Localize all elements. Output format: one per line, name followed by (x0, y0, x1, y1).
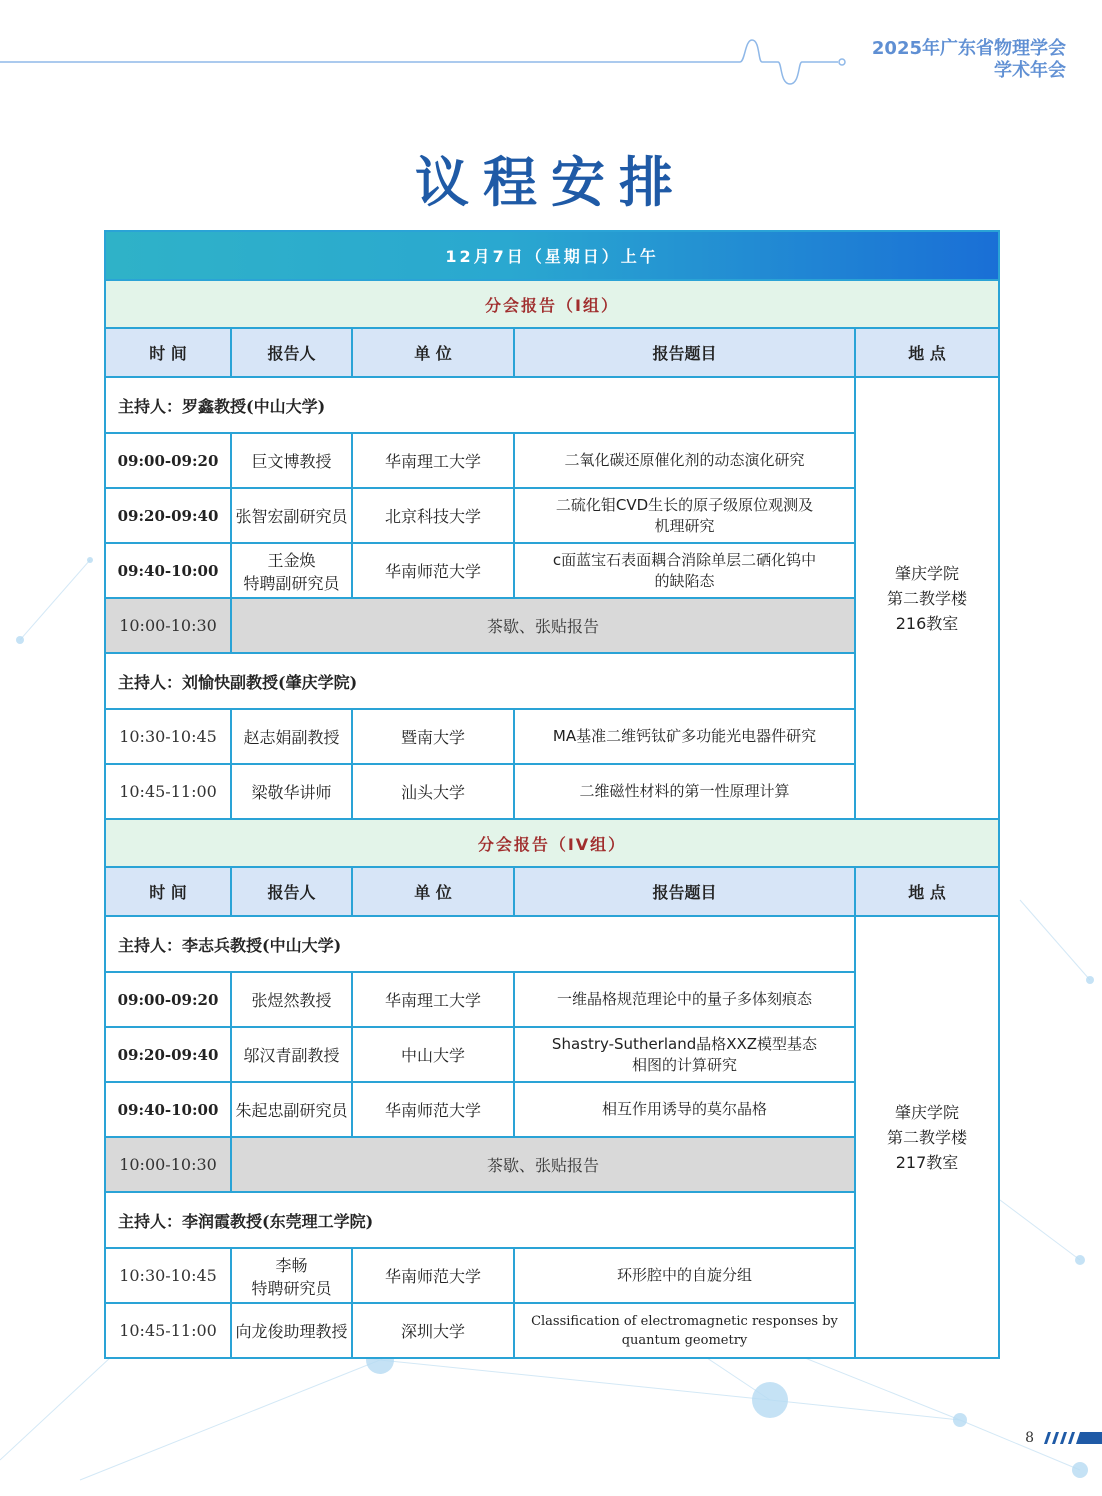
speaker-line: 向龙俊助理教授 (235, 1322, 348, 1341)
speaker-line: 李畅 (275, 1255, 308, 1275)
speaker-line: 赵志娟副教授 (243, 728, 340, 747)
talk-time: 10:45-11:00 (105, 764, 231, 819)
venue-line: 第二教学楼 (887, 588, 968, 608)
topic-line: 的缺陷态 (654, 571, 715, 590)
talk-speaker (231, 1027, 352, 1082)
talk-speaker (231, 488, 352, 543)
venue-cell (855, 377, 999, 819)
talk-topic (514, 764, 855, 819)
host-row (105, 377, 999, 433)
session-title: 分会报告（IV组） (105, 819, 999, 867)
talk-speaker (231, 764, 352, 819)
session-title-row (105, 819, 999, 867)
venue-line: 216教室 (895, 613, 959, 633)
topic-line: quantum geometry (621, 1332, 748, 1348)
talk-speaker (231, 1082, 352, 1137)
talk-topic (514, 709, 855, 764)
column-header-row (105, 328, 999, 377)
talk-speaker (231, 972, 352, 1027)
talk-unit: 华南师范大学 (352, 1082, 514, 1137)
agenda-table (104, 230, 1000, 1359)
talk-speaker (231, 1248, 352, 1303)
host-row (105, 916, 999, 972)
topic-line: 相互作用诱导的莫尔晶格 (601, 1100, 767, 1118)
talk-topic (514, 543, 855, 598)
host-label: 主持人：李志兵教授(中山大学) (105, 916, 855, 972)
header-topic: 报告题目 (514, 867, 855, 916)
conference-brand (872, 38, 1066, 82)
page-stripes-decoration (1038, 1432, 1102, 1444)
talk-unit: 暨南大学 (352, 709, 514, 764)
topic-line: Shastry-Sutherland晶格XXZ模型基态 (551, 1034, 818, 1053)
header-time: 时 间 (105, 328, 231, 377)
topic-line: 相图的计算研究 (631, 1055, 737, 1074)
page-number: 8 (1025, 1430, 1034, 1446)
day-header-row (105, 231, 999, 280)
venue-line: 肇庆学院 (895, 1102, 960, 1122)
talk-speaker (231, 709, 352, 764)
talk-time: 09:20-09:40 (105, 488, 231, 543)
talk-time: 10:30-10:45 (105, 1248, 231, 1303)
venue-line: 第二教学楼 (887, 1127, 968, 1147)
page-title: 议程安排 (415, 151, 687, 214)
speaker-line: 王金焕 (267, 550, 316, 570)
topic-line: 二硫化钼CVD生长的原子级原位观测及 (555, 495, 814, 514)
speaker-line: 特聘研究员 (251, 1278, 332, 1298)
talk-topic (514, 972, 855, 1027)
speaker-line: 梁敬华讲师 (251, 783, 332, 802)
talk-time: 10:45-11:00 (105, 1303, 231, 1358)
column-header-row (105, 867, 999, 916)
talk-speaker (231, 1303, 352, 1358)
speaker-line: 特聘副研究员 (243, 573, 340, 593)
topic-line: Classification of electromagnetic responses by (531, 1313, 838, 1329)
topic-line: 环形腔中的自旋分组 (616, 1266, 752, 1284)
header-speaker: 报告人 (231, 328, 352, 377)
break-time: 10:00-10:30 (105, 598, 231, 653)
host-label: 主持人：罗鑫教授(中山大学) (105, 377, 855, 433)
talk-unit: 华南理工大学 (352, 433, 514, 488)
session-title-row (105, 280, 999, 328)
break-time: 10:00-10:30 (105, 1137, 231, 1192)
header-speaker: 报告人 (231, 867, 352, 916)
talk-unit: 深圳大学 (352, 1303, 514, 1358)
talk-topic (514, 1082, 855, 1137)
talk-time: 10:30-10:45 (105, 709, 231, 764)
header-venue: 地 点 (855, 867, 999, 916)
talk-speaker (231, 433, 352, 488)
speaker-line: 张煜然教授 (251, 991, 332, 1010)
day-header: 12月7日（星期日）上午 (105, 231, 999, 280)
speaker-line: 朱起忠副研究员 (235, 1101, 348, 1120)
speaker-line: 张智宏副研究员 (235, 507, 348, 526)
header-topic: 报告题目 (514, 328, 855, 377)
talk-unit: 北京科技大学 (352, 488, 514, 543)
talk-speaker (231, 543, 352, 598)
talk-time: 09:00-09:20 (105, 972, 231, 1027)
speaker-line: 巨文博教授 (251, 452, 332, 471)
header-wave-line (0, 20, 860, 90)
talk-topic (514, 1248, 855, 1303)
talk-time: 09:40-10:00 (105, 1082, 231, 1137)
brand-line-1: 2025年广东省物理学会 (871, 38, 1066, 59)
header-time: 时 间 (105, 867, 231, 916)
talk-unit: 中山大学 (352, 1027, 514, 1082)
venue-line: 肇庆学院 (895, 563, 960, 583)
topic-line: MA基准二维钙钛矿多功能光电器件研究 (552, 727, 817, 745)
break-label: 茶歇、张贴报告 (231, 598, 855, 653)
topic-line: 二氧化碳还原催化剂的动态演化研究 (564, 451, 805, 469)
topic-line: 一维晶格规范理论中的量子多体刻痕态 (556, 990, 812, 1008)
header-venue: 地 点 (855, 328, 999, 377)
talk-unit: 华南师范大学 (352, 543, 514, 598)
venue-cell (855, 916, 999, 1358)
break-label: 茶歇、张贴报告 (231, 1137, 855, 1192)
talk-time: 09:20-09:40 (105, 1027, 231, 1082)
talk-time: 09:40-10:00 (105, 543, 231, 598)
talk-topic (514, 1027, 855, 1082)
header-unit: 单 位 (352, 867, 514, 916)
talk-topic (514, 433, 855, 488)
topic-line: c面蓝宝石表面耦合消除单层二硒化钨中 (552, 550, 817, 569)
talk-topic (514, 1303, 855, 1358)
brand-line-2: 学术年会 (994, 60, 1066, 81)
speaker-line: 邬汉青副教授 (243, 1046, 340, 1065)
talk-time: 09:00-09:20 (105, 433, 231, 488)
talk-unit: 华南师范大学 (352, 1248, 514, 1303)
talk-unit: 华南理工大学 (352, 972, 514, 1027)
talk-unit: 汕头大学 (352, 764, 514, 819)
header-unit: 单 位 (352, 328, 514, 377)
venue-line: 217教室 (895, 1152, 959, 1172)
topic-line: 机理研究 (654, 516, 715, 535)
topic-line: 二维磁性材料的第一性原理计算 (579, 782, 790, 800)
host-label: 主持人：李润霞教授(东莞理工学院) (105, 1192, 855, 1248)
talk-topic (514, 488, 855, 543)
host-label: 主持人：刘愉快副教授(肇庆学院) (105, 653, 855, 709)
session-title: 分会报告（I组） (105, 280, 999, 328)
